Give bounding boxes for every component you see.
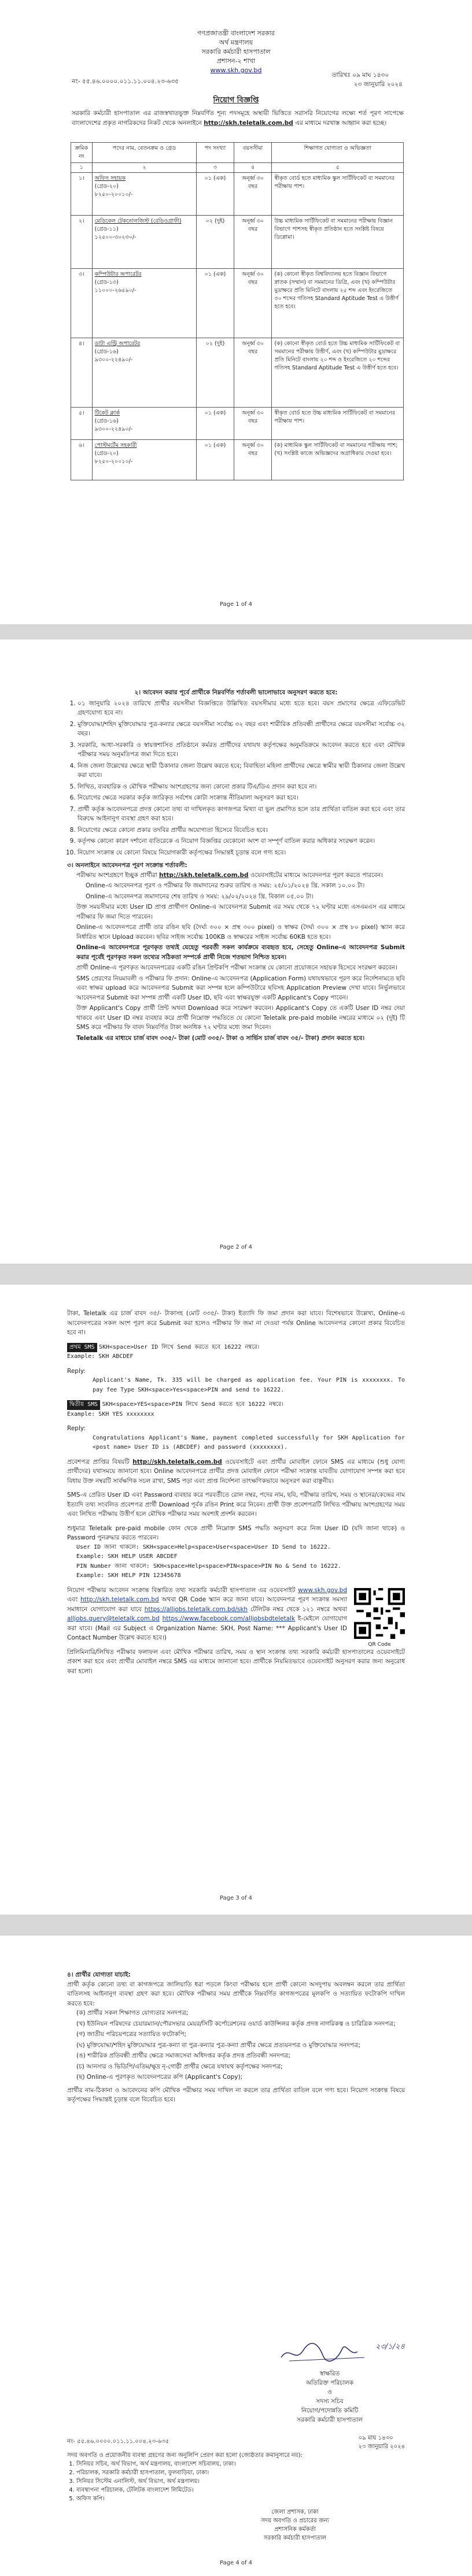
recover-info: শুধুমাত্র Teletalk pre-paid mobile ফোন থেকে প্রার্থী নিম্নোক্ত SMS পদ্ধতি অনুসরণ করে নিজ User ID (যদি জানা থাকে) ও Password পুনরুদ্ধার করতে পারবেন। User ID জানা থাকলে: SKH<space>Help<space>User<space>User ID Send to 16222. Example: SKH HELP USER ABCDEF PIN Number জানা থাকলে: SKH<space>Help<space>PIN<space>PIN No & Send to 16222. Example: SKH HELP PIN 12345678 [67,1524,405,1581]
documents-list [67,2008,405,2082]
reply-label: Reply: [67,1367,86,1375]
apply-link[interactable]: http://skh.teletalk.com.bd [204,120,293,127]
conditions-section [67,688,405,1044]
table-row: ১। অফিস সহায়ক (গ্রেড-২০) ৮২৫০-২০০১০/- ০১ (এক) অনূর্ধ্ব ৩০ বছর স্বীকৃত বোর্ড হতে মাধ্যমিক স্কুল সার্টিফিকেট বা সমমানের পরীক্ষায় পাশ। [71,173,404,216]
email-link[interactable]: alljobs.query@teletalk.com.bd [67,1615,160,1622]
sms-rules-a: SMS প্রেরণের নিয়মাবলী ও পরীক্ষার ফি প্রদান: Online-এ আবেদনপত্র (Application Form) যথাযথভাবে পূরণ করে নির্দেশনামতে ছবি এবং স্বাক্ষর upload করে আবেদনপত্র Submit করা সম্পন্ন হলে কম্পিউটারে ছবিসহ Application Preview দেখা যাবে। নির্ভুলভাবে আবেদনপত্র Submit করা সম্পন্ন প্রার্থী একটি User ID, ছবি এবং স্বাক্ষরযুক্ত একটি Applicant's Copy পাবেন। [76,975,405,1001]
govt-line: গণপ্রজাতন্ত্রী বাংলাদেশ সরকার [197,29,275,37]
letterhead [0,29,472,75]
notice-title: নিয়োগ বিজ্ঞপ্তি [213,96,259,105]
dist-memo-row [67,2434,405,2451]
notice-intro: সরকারি কর্মচারী হাসপাতাল এর রাজস্বখাতভুক্ত নিম্নবর্ণিত শূন্য পদসমূহে অস্থায়ী ভিত্তিতে সরাসরি নিয়োগের লক্ষ্যে শর্ত পূরণ সাপেক্ষে বাংলাদেশের প্রকৃত নাগরিকদের নিকট থেকে অনলাইনে http://skh.teletalk.com.bd এর মাধ্যমে দরখাস্ত আহ্বান করা হচ্ছে। [72,110,404,127]
reply-label: Reply: [67,1425,86,1432]
list-item: 1. সিনিয়র সচিব, অর্থ বিভাগ, অর্থ মন্ত্রণালয়, বাংলাদেশ সচিবালয়, ঢাকা। [76,2460,405,2468]
memo-number: নং- ৫৫.৪৬.০০০০.০১১.১১.০০৪.২৩-৬৩৫ [72,78,179,85]
fill-warning: Online-এ আবেদনপত্রে পূরণকৃত তথ্যই যেহেতু পরবর্তী সকল কার্যক্রমে ব্যবহৃত হবে, সেহেতু Online-এ আবেদনপত্র Submit করার পূর্বেই পূরণকৃত সকল তথ্যের সঠিকতা সম্পর্কে প্রার্থী নিজে শতভাগ নিশ্চিত হবেন। [76,944,405,961]
page-1 [0,0,472,624]
list-item: 4. নিজ জেলা উল্লেখের ক্ষেত্রে স্থায়ী ঠিকানার জেলা উল্লেখ করতে হবে; বিবাহিতা মহিলা প্রার্থীদের ক্ষেত্রে স্বামীর স্থায়ী ঠিকানার জেলা উল্লেখ করা যাবে। [78,761,405,780]
first-sms-example: Example: SKH ABCDEF [67,1353,134,1360]
photo-requirements: Online-এ আবেদনপত্রে প্রার্থী তার রঙিন ছবি (দৈর্ঘ্য ৩০০ × প্রস্থ ৩০০ pixel) ও স্বাক্ষর (দৈর্ঘ্য ৩০০ × প্রস্থ ৮০ pixel) স্ক্যান করে নির্ধারিত স্থানে Upload করবেন। ছবির সাইজ সর্বোচ্চ 100KB ও স্বাক্ষরের সাইজ সর্বোচ্চ 60KB হতে হবে। [76,924,405,941]
online-end-date: Online-এ আবেদনপত্র জমাদানের শেষ তারিখ ও সময়: ২৯/০২/২০২৪ খ্রি. বিকাল ০৫.০০ টা। [86,893,314,900]
list-item: 1. ০১ জানুয়ারি ২০২৪ তারিখে প্রার্থীর বয়সসীমা বিজ্ঞপ্তিতে উল্লিখিত বয়সসীমার মধ্যে হতে হবে। বয়স প্রমাণের ক্ষেত্রে এফিডেভিট গ্রহণযোগ্য হবে না। [78,699,405,718]
qr-label: QR Code [368,1641,391,1648]
page-2 [0,639,472,1264]
first-sms [67,1342,405,1362]
alljobs-link[interactable]: https://alljobs.teletalk.com.bd/skh [144,1605,248,1613]
table-row: ৩। কম্পিউটার অপারেটর (গ্রেড-১৩) ১১০০০-২৬৫৯০/- ০১ (এক) অনূর্ধ্ব ৩০ বছর (ক) কোনো স্বীকৃত বিশ্ববিদ্যালয় হতে বিজ্ঞান বিভাগে স্নাতক (সম্মান) বা সমমানের ডিগ্রি, এবং (খ) কম্পিউটার মুদ্রাক্ষরে প্রতি মিনিটে বাংলায় ২৫ শব্দ এবং ইংরেজিতে ৩০ শব্দের গতিসহ Standard Aptitude Test এ উত্তীর্ণ হতে হবে। [71,269,404,338]
second-sms [67,1400,405,1419]
list-item: 7. প্রার্থী কর্তৃক আবেদনপত্রে প্রদত্ত কোনো তথ্য বা দাখিলকৃত কাগজপত্র মিথ্যা বা ভুল প্রমাণিত হলে তার প্রার্থিতা বাতিল করা হবে এবং তার বিরুদ্ধে আইনানুগ ব্যবস্থা গ্রহণ করা হবে। [78,805,405,824]
col-count: পদ সংখ্যা [197,143,234,163]
admit-link[interactable]: http://skh.teletalk.com.bd [132,1458,222,1465]
table-row: ৬। পোস্টমর্টেম সহকারী (গ্রেড-২০) ৮২৫০-২০০১০/- ০১ (এক) অনূর্ধ্ব ৩০ বছর (ক) মাধ্যমিক স্কুল সার্টিফিকেট বা সমমানের পরীক্ষায় পাশ; (খ) সংশ্লিষ্ট কাজে অভিজ্ঞদের অগ্রাধিকার দেওয়া হবে। [71,440,404,480]
eligibility-heading: ৪। প্রার্থীর যোগ্যতা যাচাই: [67,1971,131,1978]
second-reply [67,1424,405,1453]
sms-rules-b: উক্ত Applicant's Copy প্রার্থী প্রিন্ট অথবা Download করে সংরক্ষণ করবেন। Applicant's Copy তে একটি User ID নম্বর দেয়া থাকবে এবং User ID নম্বর ব্যবহার করে প্রার্থী নিম্নোক্ত পদ্ধতিতে যে কোনো Teletalk pre-paid mobile নম্বরের মাধ্যমে ০২ (দুই) টি SMS করে পরীক্ষার ফি বাবদ নিম্নবর্ণিত টাকা অনধিক ৭২ ঘণ্টার মধ্যে জমা দিবেন। [76,1005,405,1031]
skh-website-link[interactable]: www.skh.gov.bd [298,1586,347,1594]
teletalk-site-link[interactable]: http://skh.teletalk.com.bd [80,1596,159,1603]
page-4 [0,1935,472,2576]
admit-download-info: SMS-এ প্রেরিত User ID এবং Password ব্যবহার করে পরবর্তীতে রোল নম্বর, পদের নাম, ছবি, পরীক্ষার তারিখ, সময় ও স্থানের/কেন্দ্রের নাম ইত্যাদি তথ্য সংবলিত প্রবেশপত্র প্রার্থী Download পূর্বক রঙিন Print করে নিবেন। প্রার্থী উক্ত প্রবেশপত্রটি লিখিত পরীক্ষায় অংশগ্রহণের সময় এবং লিখিত পরীক্ষায় উত্তীর্ণ হলে মৌখিক পরীক্ষার সময় অবশ্যই প্রদর্শন করবেন। [67,1491,405,1518]
fee-intro: টাকা, Teletalk এর চার্জ বাবদ ৩৫/- টাকাসহ (মোট ৩৩৫/- টাকা) ইত্যাদি ফি জমা প্রদান করা যাবে। বিশেষভাবে উল্লেখ্য, Online-এ আবেদনপত্রের সকল অংশ পূরণ করে Submit করা হলেও পরীক্ষার ফি জমা না দেওয়া পর্যন্ত Online আবেদনপত্র কোনো প্রকার বিবেচিত হবে না। [67,1310,405,1336]
admit-card-info: প্রবেশপত্র প্রাপ্তির বিষয়টি http://skh.teletalk.com.bd ওয়েবসাইটে এবং প্রার্থীর মোবাইল ফোনে SMS এর মাধ্যমে (শুধু যোগ্য প্রার্থীদের) যথাসময়ে জানানো হবে। Online আবেদনপত্রে প্রার্থীর প্রদত্ত মোবাইল ফোনে পরীক্ষা সংক্রান্ত যাবতীয় যোগাযোগ সম্পন্ন করা হবে বিধায় উক্ত নম্বরটি সার্বক্ষণিক সচল রাখা, SMS পড়া এবং প্রাপ্ত নির্দেশনা তাৎক্ষণিকভাবে অনুসরণ করা বাঞ্ছনীয়। [67,1458,405,1485]
list-item: 9. কর্তৃপক্ষ কোনো কারণ দর্শানো ব্যতিরেকে এ নিয়োগ বিজ্ঞপ্তির যেকোনো অংশ বা সম্পূর্ণ বাতিল করার অধিকার সংরক্ষণ করেন। [78,837,405,846]
online-conditions: পরীক্ষায় অংশগ্রহণে ইচ্ছুক প্রার্থীরা http://skh.teletalk.com.bd ওয়েবসাইটের মাধ্যমে আবেদনপত্র পূরণ করতে পারবেন। Online-এ আবেদনপত্র পূরণ ও পরীক্ষার ফি জমাদানের শুরুর তারিখ ও সময়: ২৫/০১/২০২৪ খ্রি. সকাল ১০.০০ টা। Online-এ আবেদনপত্র জমাদানের শেষ তারিখ ও সময়: ২৯/০২/২০২৪ খ্রি. বিকাল ০৫.০০ টা। উক্ত সময়সীমার মধ্যে User ID প্রাপ্ত প্রার্থীগণ Online-এ আবেদনপত্র Submit এর সময় থেকে ৭২ ঘণ্টার মধ্যে এসএমএস এর মাধ্যমে পরীক্ষার ফি জমা দিতে পারবেন। Online-এ আবেদনপত্রে প্রার্থী তার রঙিন ছবি (দৈর্ঘ্য ৩০০ × প্রস্থ ৩০০ pixel) ও স্বাক্ষর (দৈর্ঘ্য ৩০০ × প্রস্থ ৮০ pixel) স্ক্যান করে নির্ধারিত স্থানে Upload করবেন। ছবির সাইজ সর্বোচ্চ 100KB ও স্বাক্ষরের সাইজ সর্বোচ্চ 60KB হতে হবে। Online-এ আবেদনপত্রে পূরণকৃত তথ্যই যেহেতু পরবর্তী সকল কার্যক্রমে ব্যবহৃত হবে, সেহেতু Online-এ আবেদনপত্র Submit করার পূর্বেই পূরণকৃত সকল তথ্যের সঠিকতা সম্পর্কে প্রার্থী নিজে শতভাগ নিশ্চিত হবেন। প্রার্থী Online-এ পূরণকৃত আবেদনপত্রের একটি রঙিন প্রিন্টকপি পরীক্ষা সংক্রান্ত যে কোনো প্রয়োজনে সহায়ক হিসেবে সংরক্ষণ করবেন। SMS প্রেরণের নিয়মাবলী ও পরীক্ষার ফি প্রদান: Online-এ আবেদনপত্র (Application Form) যথাযথভাবে পূরণ করে নির্দেশনামতে ছবি এবং স্বাক্ষর upload করে আবেদনপত্র Submit করা সম্পন্ন হলে কম্পিউটারে ছবিসহ Application Preview দেখা যাবে। নির্ভুলভাবে আবেদনপত্র Submit করা সম্পন্ন প্রার্থী একটি User ID, ছবি এবং স্বাক্ষরযুক্ত একটি Applicant's Copy পাবেন। উক্ত Applicant's Copy প্রার্থী প্রিন্ট অথবা Download করে সংরক্ষণ করবেন। Applicant's Copy তে একটি User ID নম্বর দেয়া থাকবে এবং User ID নম্বর ব্যবহার করে প্রার্থী নিম্নোক্ত পদ্ধতিতে যে কোনো Teletalk pre-paid mobile নম্বরের মাধ্যমে ০২ (দুই) টি SMS করে পরীক্ষার ফি বাবদ নিম্নবর্ণিত টাকা অনধিক ৭২ ঘণ্টার মধ্যে জমা দিবেন। Teletalk এর মাধ্যমে চার্জ বাবদ ৩৩৫/- টাকা (মোট ৩৩৫/- টাকা ও সার্ভিস চার্জ বাবদ ৩৫/- টাকা) প্রদান করতে হবে। [67,871,405,1043]
teletalk-fee: Teletalk এর মাধ্যমে চার্জ বাবদ ৩৩৫/- টাকা (মোট ৩৩৫/- টাকা ও সার্ভিস চার্জ বাবদ ৩৫/- টাকা) প্রদান করতে হবে। [76,1034,365,1042]
online-apply-link[interactable]: http://skh.teletalk.com.bd [159,871,249,879]
list-item: (চ) আনসার ও ভিডিপি/এতিম/ক্ষুদ্র নৃ-গোষ্ঠী প্রার্থীর ক্ষেত্রে যথাযথ কর্তৃপক্ষের সনদপত্র; [76,2063,283,2070]
conditions-list [67,699,405,858]
online-heading: ৩। অনলাইনে আবেদনপত্র পূরণ সংক্রান্ত শর্তাবলী: [67,862,187,869]
dist-list [67,2460,405,2503]
page-footer: Page 3 of 4 [219,1895,253,1901]
branch-line: প্রশাসন-২ শাখা [216,57,256,65]
date-block [332,71,403,89]
first-sms-tag: প্রথম SMS [67,1343,97,1353]
second-sms-example: Example: SKH YES xxxxxxxx [67,1411,154,1417]
dist-memo: নং- ৫৫.৪৬.০০০০.০১১.১১.০০৪.২৩-৬৩৫ [67,2438,169,2445]
sms-section [67,1309,405,1676]
table-header-row [71,143,404,163]
first-reply [67,1367,405,1396]
result-info: প্রিলিমিনারি/লিখিত পরীক্ষার ফলাফল এবং মৌখিক পরীক্ষার তারিখ, সময় ও স্থান সংক্রান্ত তথ্য সরকারি কর্মচারী হাসপাতালের ওয়েবসাইটে প্রকাশ করা হবে এবং প্রার্থীর মোবাইল নম্বরে SMS এর মাধ্যমে জানানো হবে। প্রার্থীকে নিয়মিতভাবে ওয়েবসাইট অনুসরণ করার জন্য অনুরোধ করা হলো। [67,1648,405,1675]
list-item: 5. অফিস কপি। [76,2494,405,2503]
list-item: (ঘ) মুক্তিযোদ্ধা/শহিদ মুক্তিযোদ্ধার পুত্র-কন্যা বা পুত্র-কন্যার পুত্র-কন্যা প্রার্থীর ক্ষেত্রে প্রত্যয়নপত্র ও মুক্তিযোদ্ধার সনদপত্র; [76,2041,361,2049]
signature [255,2340,405,2369]
second-sms-tag: দ্বিতীয় SMS [67,1400,100,1410]
table-row: ৪। ডাটা এন্ট্রি অপারেটর (গ্রেড-১৬) ৯৩০০-২২৪৯০/- ০২ (দুই) অনূর্ধ্ব ৩০ বছর (ক) কোনো স্বীকৃত বোর্ড হতে উচ্চ মাধ্যমিক সার্টিফিকেট বা সমমানের পরীক্ষায় উত্তীর্ণ, এবং (খ) কম্পিউটার মুদ্রাক্ষরে প্রতি মিনিটে বাংলায় ২০ শব্দ ও ইংরেজিতে ২০ শব্দের গতিসহ Standard Aptitude Test এ উত্তীর্ণ হতে হবে। [71,338,404,408]
pin-sms: PIN Number জানা থাকলে: SKH<space>Help<space>PIN<space>PIN No & Send to 16222. [76,1563,341,1570]
col-post: পদের নাম, বেতনক্রম ও গ্রেড [92,143,196,163]
list-item: (ছ) Online-এ পূরণকৃত আবেদনপত্রের কপি (Applicant's Copy); [76,2074,243,2081]
userid-sms: User ID জানা থাকলে: SKH<space>Help<space>User<space>User ID Send to 16222. [76,1544,331,1550]
list-item: (গ) জাতীয় পরিচয়পত্রের সত্যায়িত ফটোকপি; [76,2031,187,2038]
signature-block: ২৩/১/২৪ স্বাক্ষরিত অতিরিক্ত পরিচালক ও সদস্য সচিব নিয়োগ/পদোন্নতি কমিটি সরকারি কর্মচারী হাসপাতাল [255,2340,405,2425]
date-gregorian: ২৩ জানুয়ারি ২০২৪ [353,81,403,88]
list-item: (খ) ইউনিয়ন পরিষদের চেয়ারম্যান/পৌরসভার মেয়র/সিটি কর্পোরেশনের ওয়ার্ড কাউন্সিলর কর্তৃক প্রদত্ত নাগরিকত্ব ও চারিত্রিক সনদপত্র; [76,2020,396,2027]
signature-scrawl-icon [278,2340,382,2366]
list-item: (ক) প্রার্থীর সকল শিক্ষাগত যোগ্যতার সনদপত্র; [76,2009,189,2016]
list-item: 3. সরকারি, আধা-সরকারি ও স্বায়ত্তশাসিত প্রতিষ্ঠানে কর্মরত প্রার্থীদের যথাযথ কর্তৃপক্ষের অনুমতিক্রমে আবেদন করতে হবে এবং মৌখিক পরীক্ষার সময় অনুমতিপত্র জমা দিতে হবে। [78,741,405,760]
eligibility-section [67,1970,405,2105]
list-item: 10. নিয়োগ সংক্রান্ত যে কোনো বিষয়ে নিয়োগকারী কর্তৃপক্ষের সিদ্ধান্তই চূড়ান্ত বলে গণ্য হবে। [78,848,405,858]
eligibility-intro: প্রার্থী কর্তৃক কোনো তথ্য বা কাগজপত্রে জালিয়াতি ধরা পড়লে কিংবা পরীক্ষায় হলে প্রার্থী কোনো অসদুপায় অবলম্বন করলে তার প্রার্থিতা বাতিলসহ আইনানুগ ব্যবস্থা গ্রহণ করা হবে। মৌখিক পরীক্ষার সময় প্রার্থীকে নিম্নবর্ণিত কাগজপত্রের মূলকপি ও সত্যায়িত ফটোকপি দাখিল করতে হবে: [67,1981,405,2007]
page-footer: Page 4 of 4 [219,2560,253,2566]
office-line: সরকারি কর্মচারী হাসপাতাল [201,48,271,55]
date-label: তারিখঃ [331,72,351,79]
online-start-date: Online-এ আবেদনপত্র পূরণ ও পরীক্ষার ফি জমাদানের শুরুর তারিখ ও সময়: ২৫/০১/২০২৪ খ্রি. সকাল ১০.০০ টা। [86,882,365,889]
conditions-heading: ২। আবেদন করার পূর্বে প্রার্থীকে নিম্নবর্ণিত শর্তাবলী ভালোভাবে অনুসরণ করতে হবে: [134,689,338,696]
list-item: 8. নিয়োগের ক্ষেত্রে কোনো প্রকার তদবির প্রার্থীর অযোগ্যতা হিসেবে বিবেচিত হবে। [78,826,405,835]
page-footer: Page 2 of 4 [219,1244,253,1250]
first-reply-text: Applicant's Name, Tk. 335 will be charged as application fee. Your PIN is xxxxxxxx. To pay fee Type SKH<space>Yes<space>PIN and send to 16222. [93,1377,405,1393]
copy-recipient-block: জেলা প্রশাসক, ঢাকা সদয় অবগতি ও প্রচারের জন্য প্রশাসনিক কর্মকর্তা সরকারি কর্মচারী হাসপাতাল [261,2509,329,2541]
website-link[interactable]: www.skh.gov.bd [210,66,262,74]
col-qualification: শিক্ষাগত যোগ্যতা ও অভিজ্ঞতা [272,143,404,163]
posts-table [71,142,404,480]
signature-date: ২৩/১/২৪ [375,2342,405,2351]
table-row: ২। মেডিকেল টেকনোলজিস্ট (রেডিওগ্রাফী) (গ্রেড-১১) ১২৫০০-৩০২৩০/- ০২ (দুই) অনূর্ধ্ব ৩০ বছর উচ্চ মাধ্যমিক সার্টিফিকেট বা সমমানের পরীক্ষায় বিজ্ঞান বিভাগে পাশসহ স্বীকৃত প্রতিষ্ঠান হতে সংশ্লিষ্ট বিষয়ে ডিপ্লোমা। [71,216,404,269]
ministry-line: অর্থ মন্ত্রণালয় [219,39,253,46]
list-item: 4. ব্যবস্থাপনা পরিচালক, টেলিটক বাংলাদেশ লিমিটেড। [76,2486,405,2494]
distribution-section [67,2434,405,2503]
table-colnum-row: ১ ২ ৩ ৪ ৫ [71,163,404,173]
list-item: (ঙ) শারীরিক প্রতিবন্ধী প্রার্থীর ক্ষেত্রে সমাজসেবা অধিদপ্তর কর্তৃক প্রদত্ত প্রতিবন্ধী সনদপত্র; [76,2052,291,2059]
list-item: 2. মুক্তিযোদ্ধা/শহিদ মুক্তিযোদ্ধার পুত্র-কন্যার ক্ষেত্রে বয়সসীমা সর্বোচ্চ ৩২ বছর এবং শারীরিক প্রতিবন্ধী প্রার্থীদের ক্ষেত্রে বয়সসীমা সর্বোচ্চ ৩২ বছর। [78,720,405,739]
second-sms-format: SKH<space>YES<space>PIN লিখে Send করতে হবে 16222 নম্বরে। [102,1401,283,1408]
dist-intro: সদয় অবগতি ও প্রয়োজনীয় ব্যবস্থা গ্রহণের জন্য অনুলিপি প্রেরণ করা হলো (জ্যেষ্ঠতার ক্রমানুসারে নয়): [67,2452,303,2459]
list-item: 3. সিনিয়র সিস্টেম এনালিস্ট, অর্থ বিভাগ, অর্থ মন্ত্রণালয়। [76,2477,405,2486]
date-bangla: ০৯ মাঘ ১৪৩০ [352,72,389,79]
first-sms-format: SKH<space>User ID লিখে Send করতে হবে 16222 নম্বরে। [98,1343,260,1350]
list-item: 2. পরিচালক, সরকারি কর্মচারী হাসপাতাল, ফুলবাড়িয়া, ঢাকা। [76,2468,405,2477]
second-reply-text: Congratulations Applicant's Name, payment completed successfully for SKH Application for <post name> User ID is (ABCDEF) and password (xxxxxxxx). [93,1434,405,1450]
col-age: বয়সসীমা [234,143,272,163]
closing-note: প্রার্থীর নাম-ঠিকানা ও আবেদনের কপি মৌখিক পরীক্ষার সময় দাখিল না করলে তার প্রার্থিতা বাতিল বলে গণ্য হবে। নিয়োগ সংক্রান্ত বিষয়ে কর্তৃপক্ষের সিদ্ধান্তই চূড়ান্ত বলে বিবেচিত হবে। [67,2086,405,2103]
inquiry-info: নিয়োগ পরীক্ষার আবেদন সংক্রান্ত বিস্তারিত তথ্য সরকারি কর্মচারী হাসপাতাল এর ওয়েবসাইট www.skh.gov.bd এবং http://skh.teletalk.com.bd অথবা QR Code স্ক্যান করে জানা যাবে। আবেদনপত্র পূরণ সংক্রান্ত সমস্যা সমাধানে যোগাযোগ করা যাবে https://alljobs.teletalk.com.bd/skh টেলিটক নম্বর থেকে ১২১ নম্বরে অথবা alljobs.query@teletalk.com.bd https://www.facebook.com/alljobsbdteletalk ই-মেইলে যোগাযোগ করা যাবে। (Mail এর Subject এ Organization Name: SKH, Post Name: *** Applicant's User ID Contact Number উল্লেখ করতে হবে।) QR Code [67,1586,405,1643]
col-serial: ক্রমিক নং [71,143,93,163]
pin-example: Example: SKH HELP PIN 12345678 [76,1572,181,1579]
table-row: ৫। টিকেট ক্লার্ক (গ্রেড-১৬) ৯৩০০-২২৪৯০/- ০১ (এক) অনূর্ধ্ব ৩০ বছর স্বীকৃত বোর্ড হতে উচ্চ মাধ্যমিক সার্টিফিকেট বা সমমানের পরীক্ষায় পাশ। [71,408,404,440]
userid-example: Example: SKH HELP USER ABCDEF [76,1553,178,1560]
online-note: উক্ত সময়সীমার মধ্যে User ID প্রাপ্ত প্রার্থীগণ Online-এ আবেদনপত্র Submit এর সময় থেকে ৭২ ঘণ্টার মধ্যে এসএমএস এর মাধ্যমে পরীক্ষার ফি জমা দিতে পারবেন। [76,904,405,920]
page-3 [0,1285,472,1915]
facebook-link[interactable]: https://www.facebook.com/alljobsbdteletalk [162,1615,296,1622]
qr-code-icon[interactable] [354,1588,405,1639]
copy-note: প্রার্থী Online-এ পূরণকৃত আবেদনপত্রের একটি রঙিন প্রিন্টকপি পরীক্ষা সংক্রান্ত যে কোনো প্রয়োজনে সহায়ক হিসেবে সংরক্ষণ করবেন। [76,964,397,971]
list-item: 6. নিয়োগের ক্ষেত্রে সরকার কর্তৃক জারিকৃত সর্বশেষ কোটা সংক্রান্ত নীতিমালা অনুসরণ করা হবে। [78,793,405,803]
list-item: 5. লিখিত, ব্যবহারিক ও মৌখিক পরীক্ষায় অংশগ্রহণের জন্য কোনো প্রকার টিএ/ডিএ প্রদান করা হবে না। [78,782,405,792]
dist-date: ০৯ মাঘ ১৪৩০ ২৩ জানুয়ারি ২০২৪ [358,2435,405,2450]
page-footer: Page 1 of 4 [219,601,253,608]
